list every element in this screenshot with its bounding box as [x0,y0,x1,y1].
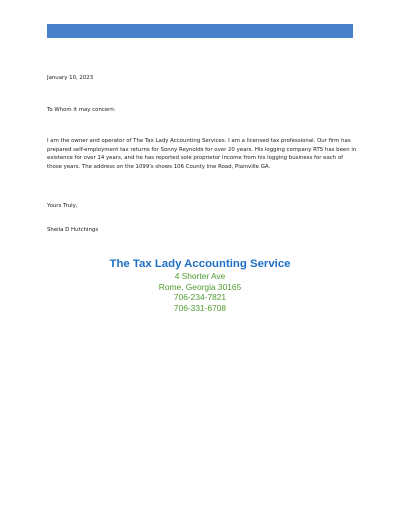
letter-paragraph: I am the owner and operator of The Tax Lady Accounting Services. I am a licensed tax professional. Our firm has prepared self-employment tax returns for Sonny Reynolds for over 20 years. His logging company RTS has been in existence for over 14 years, and he has reported sole proprietor income from his logging business for each of those years. The address on the 1099's shows 106 County line Road, Plainville GA. [47,138,357,170]
letterhead [0,257,400,313]
phone-2: 706-331-6708 [173,302,227,313]
address-line-2: Rome, Georgia 30165 [158,281,242,292]
address-line-1: 4 Shorter Ave [174,271,226,281]
letter-salutation: To Whom it may concern: [47,107,116,113]
header-bar [47,24,353,38]
letter-closing: Yours Truly, [47,203,78,209]
letter-date: January 10, 2023 [47,75,94,81]
company-name: The Tax Lady Accounting Service [109,258,291,270]
letter-signature: Sheila D Hutchings [47,227,99,233]
phone-1: 706-234-7821 [173,292,227,303]
